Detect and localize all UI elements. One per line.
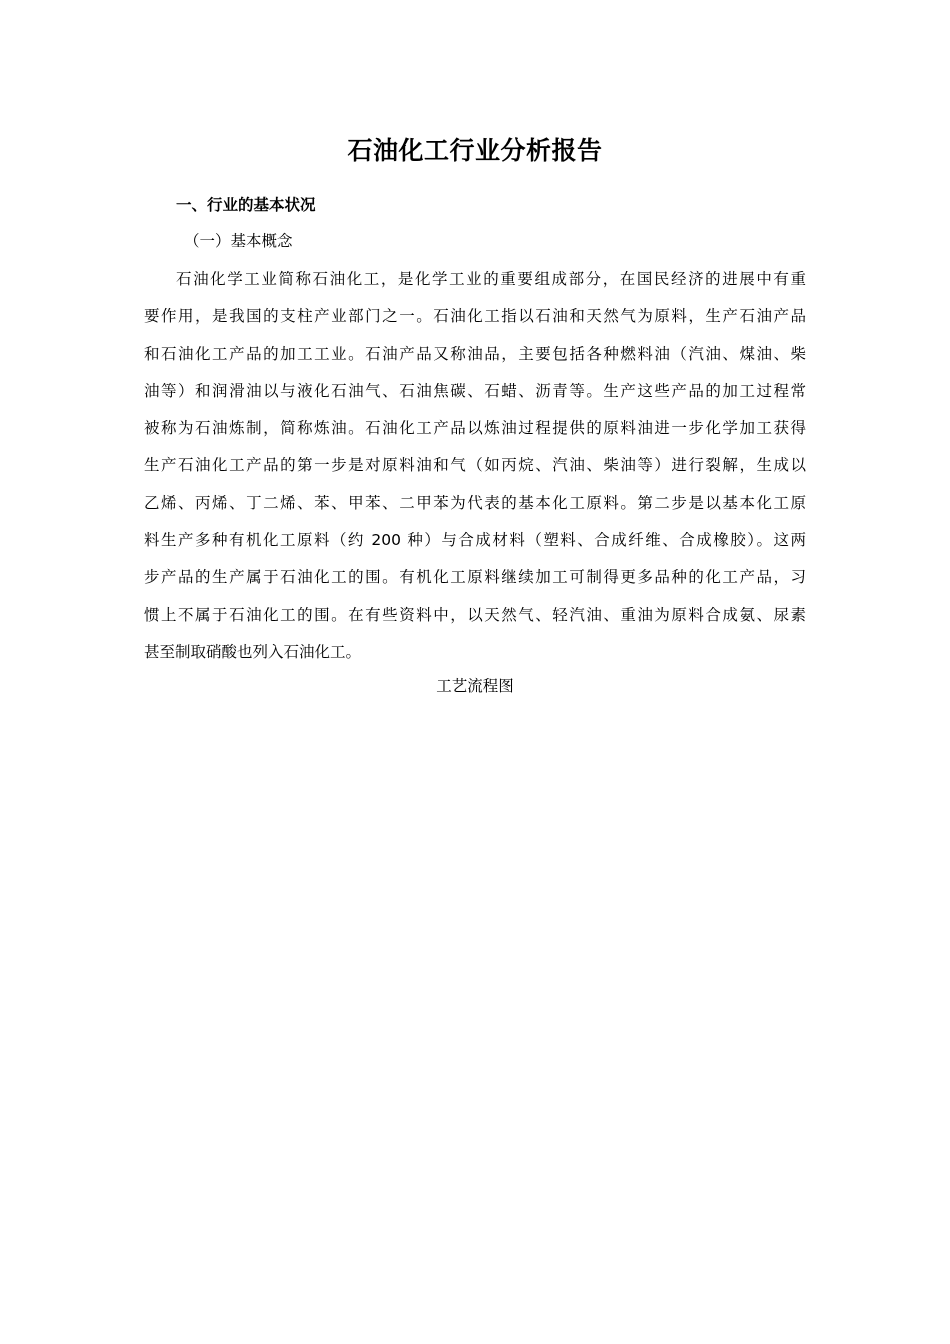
paragraph-line: 惯上不属于石油化工的围。在有些资料中，以天然气、轻汽油、重油为原料合成氨、尿素	[144, 605, 806, 624]
paragraph-line: 生产石油化工产品的第一步是对原料油和气（如丙烷、汽油、柴油等）进行裂解，生成以	[144, 456, 806, 475]
figure-caption: 工艺流程图	[436, 677, 514, 695]
paragraph-line: 步产品的生产属于石油化工的围。有机化工原料继续加工可制得更多品种的化工产品，习	[144, 568, 806, 587]
paragraph-line: 乙烯、丙烯、丁二烯、苯、甲苯、二甲苯为代表的基本化工原料。第二步是以基本化工原	[144, 493, 806, 512]
paragraph-line: 石油化学工业简称石油化工，是化学工业的重要组成部分，在国民经济的进展中有重	[176, 270, 806, 288]
paragraph-line: 被称为石油炼制，简称炼油。石油化工产品以炼油过程提供的原料油进一步化学加工获得	[144, 419, 806, 438]
body-paragraph	[144, 261, 806, 671]
subsection-heading: （一）基本概念	[184, 232, 293, 250]
paragraph-line: 料生产多种有机化工原料（约 200 种）与合成材料（塑料、合成纤维、合成橡胶）。这两	[144, 531, 806, 550]
paragraph-line: 油等）和润滑油以与液化石油气、石油焦碳、石蜡、沥青等。生产这些产品的加工过程常	[144, 381, 806, 400]
paragraph-line: 甚至制取硝酸也列入石油化工。	[144, 642, 362, 661]
paragraph-line: 和石油化工产品的加工工业。石油产品又称油品，主要包括各种燃料油（汽油、煤油、柴	[144, 344, 806, 363]
section-heading: 一、行业的基本状况	[176, 196, 316, 214]
paragraph-line: 要作用，是我国的支柱产业部门之一。石油化工指以石油和天然气为原料，生产石油产品	[144, 307, 806, 326]
document-title: 石油化工行业分析报告	[347, 136, 603, 165]
